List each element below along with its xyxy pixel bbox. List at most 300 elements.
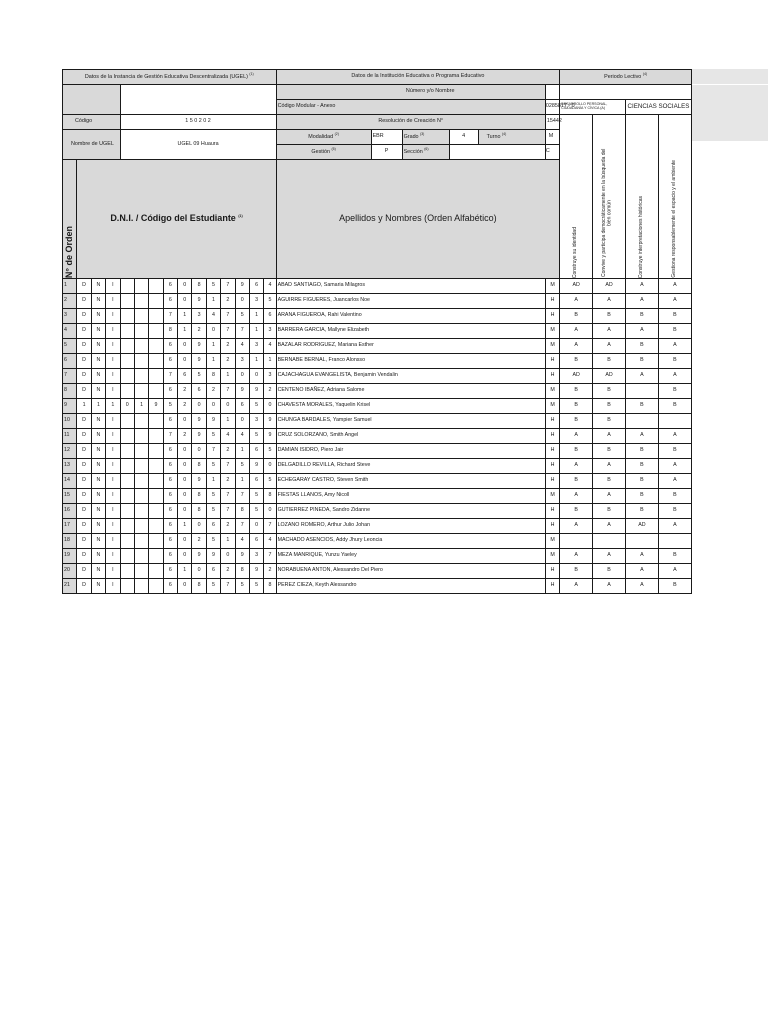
code-digit: D <box>77 354 91 369</box>
code-digit: 6 <box>249 534 263 549</box>
code-digit: I <box>106 339 120 354</box>
orden-header: N° de Orden <box>63 160 77 279</box>
code-digit: 0 <box>192 519 206 534</box>
table-row <box>63 369 692 384</box>
code-digit <box>149 324 163 339</box>
code-digit <box>120 369 134 384</box>
comp-1-header: Construye su identidad <box>560 115 593 279</box>
code-digit: 8 <box>192 489 206 504</box>
code-digit <box>134 279 148 294</box>
grade-cell: A <box>625 369 658 384</box>
code-digit: I <box>106 534 120 549</box>
code-digit: 2 <box>178 384 192 399</box>
code-digit: D <box>77 489 91 504</box>
student-name: AGUIRRE FIGUERES, Juancarlos Noe <box>276 294 545 309</box>
row-number: 6 <box>63 354 77 369</box>
code-digit: 7 <box>264 549 276 564</box>
code-digit: 5 <box>235 309 249 324</box>
code-digit: 1 <box>206 339 220 354</box>
student-sex: M <box>545 279 559 294</box>
student-name: PEREZ CIEZA, Keyth Alessandro <box>276 579 545 594</box>
code-digit <box>134 324 148 339</box>
turno-value: M <box>545 130 559 145</box>
row-number: 15 <box>63 489 77 504</box>
row-number: 1 <box>63 279 77 294</box>
code-digit: 6 <box>163 459 177 474</box>
code-digit <box>120 579 134 594</box>
table-row <box>63 534 692 549</box>
grade-cell: B <box>560 444 593 459</box>
student-name: ECHEGARAY CASTRO, Steven Smith <box>276 474 545 489</box>
table-row <box>63 399 692 414</box>
code-digit: 2 <box>221 564 235 579</box>
code-digit: 3 <box>264 324 276 339</box>
student-name: BAZALAR RODRIGUEZ, Mariana Esther <box>276 339 545 354</box>
code-digit: D <box>77 369 91 384</box>
grade-cell: B <box>593 504 626 519</box>
code-digit: 2 <box>264 384 276 399</box>
row-number: 8 <box>63 384 77 399</box>
row-number: 18 <box>63 534 77 549</box>
code-digit: 4 <box>235 339 249 354</box>
code-digit <box>120 384 134 399</box>
table-row <box>63 294 692 309</box>
code-digit: 5 <box>249 429 263 444</box>
student-name: DAMIAN ISIDRO, Piero Jair <box>276 444 545 459</box>
grade-cell: B <box>625 444 658 459</box>
code-digit: 6 <box>163 414 177 429</box>
code-digit: 6 <box>206 519 220 534</box>
code-digit: 7 <box>206 444 220 459</box>
grade-cell: B <box>658 324 691 339</box>
code-digit: 0 <box>178 414 192 429</box>
grade-cell: B <box>593 354 626 369</box>
code-digit: 9 <box>264 414 276 429</box>
grade-cell: B <box>560 414 593 429</box>
code-digit: N <box>91 504 105 519</box>
code-digit: I <box>106 564 120 579</box>
row-number: 10 <box>63 414 77 429</box>
code-digit <box>149 414 163 429</box>
code-digit: 6 <box>163 564 177 579</box>
codigo-modular-label: Código Modular - Anexo <box>276 100 545 115</box>
grade-cell: B <box>560 384 593 399</box>
code-digit: I <box>106 279 120 294</box>
student-name: NORABUENA ANTON, Alessandro Del Piero <box>276 564 545 579</box>
code-digit: 3 <box>249 339 263 354</box>
code-digit: D <box>77 414 91 429</box>
row-number: 12 <box>63 444 77 459</box>
code-digit: 7 <box>235 519 249 534</box>
code-digit: 9 <box>264 429 276 444</box>
code-digit <box>149 339 163 354</box>
code-digit: D <box>77 549 91 564</box>
table-row <box>63 279 692 294</box>
grade-cell: B <box>625 504 658 519</box>
code-digit: 6 <box>249 279 263 294</box>
code-digit: D <box>77 534 91 549</box>
code-digit <box>134 489 148 504</box>
code-digit: 4 <box>221 429 235 444</box>
grade-cell: B <box>658 444 691 459</box>
code-digit: 0 <box>235 294 249 309</box>
code-digit: 1 <box>206 354 220 369</box>
code-digit: 9 <box>206 414 220 429</box>
grade-cell: A <box>560 519 593 534</box>
code-digit <box>134 549 148 564</box>
code-digit: 6 <box>163 444 177 459</box>
code-digit: 3 <box>192 309 206 324</box>
acta-table <box>62 69 692 279</box>
code-digit: 0 <box>178 474 192 489</box>
code-digit: I <box>106 549 120 564</box>
grade-cell: A <box>560 429 593 444</box>
code-digit: N <box>91 549 105 564</box>
code-digit: 6 <box>192 384 206 399</box>
code-digit: N <box>91 444 105 459</box>
code-digit: D <box>77 459 91 474</box>
grade-cell: A <box>658 294 691 309</box>
grade-cell: B <box>560 474 593 489</box>
code-digit: 0 <box>221 549 235 564</box>
grade-cell: A <box>593 489 626 504</box>
student-name: LOZANO ROMERO, Arthur Julio Johan <box>276 519 545 534</box>
code-digit: I <box>106 474 120 489</box>
code-digit: 7 <box>163 309 177 324</box>
code-digit <box>134 459 148 474</box>
grade-cell: A <box>560 324 593 339</box>
grade-cell: A <box>658 339 691 354</box>
row-number: 4 <box>63 324 77 339</box>
code-digit: D <box>77 474 91 489</box>
table-row <box>63 489 692 504</box>
grade-cell: B <box>658 309 691 324</box>
grade-cell: B <box>560 309 593 324</box>
grade-cell: B <box>560 399 593 414</box>
grade-cell: AD <box>593 369 626 384</box>
code-digit: 2 <box>192 324 206 339</box>
code-digit: 0 <box>192 444 206 459</box>
code-digit: I <box>106 579 120 594</box>
grade-cell: A <box>625 294 658 309</box>
code-digit: 1 <box>235 474 249 489</box>
code-digit: N <box>91 579 105 594</box>
grade-cell: B <box>593 444 626 459</box>
code-digit <box>149 384 163 399</box>
comp-4-header: Gestiona responsablemente el espacio y el ambiente <box>658 115 691 279</box>
grade-cell: A <box>560 549 593 564</box>
code-digit: 1 <box>249 354 263 369</box>
code-digit <box>149 519 163 534</box>
code-digit: N <box>91 324 105 339</box>
modalidad-grado-turno <box>276 130 545 145</box>
grade-cell <box>593 534 626 549</box>
student-sex: H <box>545 444 559 459</box>
grade-cell: A <box>560 489 593 504</box>
code-digit: I <box>106 429 120 444</box>
code-digit: 7 <box>221 459 235 474</box>
code-digit <box>120 354 134 369</box>
grade-cell: B <box>625 489 658 504</box>
code-digit: N <box>91 534 105 549</box>
code-digit: 6 <box>163 354 177 369</box>
student-sex: H <box>545 504 559 519</box>
code-digit: 5 <box>206 534 220 549</box>
code-digit: 5 <box>264 294 276 309</box>
code-digit: 5 <box>206 579 220 594</box>
code-digit: D <box>77 279 91 294</box>
code-digit: 8 <box>264 579 276 594</box>
code-digit: 8 <box>264 489 276 504</box>
code-digit: I <box>106 324 120 339</box>
code-digit <box>134 369 148 384</box>
code-digit: 5 <box>235 459 249 474</box>
row-number: 14 <box>63 474 77 489</box>
code-digit: 3 <box>235 354 249 369</box>
code-digit: 3 <box>249 294 263 309</box>
code-digit <box>120 534 134 549</box>
grade-cell: B <box>658 354 691 369</box>
code-digit: 4 <box>264 339 276 354</box>
grado-label: Grado $^{(3)}$ <box>402 130 449 144</box>
code-digit <box>149 579 163 594</box>
code-digit: 6 <box>235 399 249 414</box>
row-number: 13 <box>63 459 77 474</box>
code-digit: 9 <box>149 399 163 414</box>
code-digit: 2 <box>264 564 276 579</box>
table-row <box>63 459 692 474</box>
code-digit: I <box>106 309 120 324</box>
code-digit: 8 <box>235 564 249 579</box>
nombre-ugel-value: UGEL 09 Huaura <box>120 130 276 160</box>
student-sex: M <box>545 339 559 354</box>
code-digit: N <box>91 294 105 309</box>
code-digit: 2 <box>221 474 235 489</box>
code-digit: 9 <box>192 474 206 489</box>
code-digit <box>134 354 148 369</box>
code-digit <box>149 429 163 444</box>
code-digit <box>120 324 134 339</box>
code-digit: I <box>106 444 120 459</box>
code-digit <box>120 309 134 324</box>
code-digit: 6 <box>163 549 177 564</box>
code-digit: N <box>91 384 105 399</box>
grade-cell: A <box>625 429 658 444</box>
grade-cell: A <box>560 294 593 309</box>
code-digit: 0 <box>264 399 276 414</box>
periodo-lectivo-label: Periodo Lectivo $^{(4)}$ <box>560 70 692 85</box>
code-digit <box>120 459 134 474</box>
row-number: 7 <box>63 369 77 384</box>
code-digit <box>120 564 134 579</box>
code-digit <box>120 489 134 504</box>
code-digit: 0 <box>206 324 220 339</box>
seccion-spacer <box>449 145 545 159</box>
code-digit <box>149 309 163 324</box>
code-digit: 4 <box>206 309 220 324</box>
code-digit: 8 <box>192 579 206 594</box>
code-digit: 1 <box>77 399 91 414</box>
grade-cell: B <box>658 549 691 564</box>
code-digit: N <box>91 339 105 354</box>
code-digit <box>134 564 148 579</box>
table-row <box>63 414 692 429</box>
code-digit <box>134 294 148 309</box>
code-digit: N <box>91 489 105 504</box>
grade-cell: A <box>625 579 658 594</box>
grade-cell: A <box>593 579 626 594</box>
code-digit: D <box>77 564 91 579</box>
code-digit: 9 <box>235 384 249 399</box>
table-row <box>63 504 692 519</box>
periodo-divider <box>692 84 768 85</box>
table-row <box>63 519 692 534</box>
modalidad-label: Modalidad $^{(2)}$ <box>277 130 372 144</box>
student-sex: M <box>545 549 559 564</box>
table-row <box>63 354 692 369</box>
student-name: FIESTAS LLANOS, Amy Nicoll <box>276 489 545 504</box>
code-digit: N <box>91 474 105 489</box>
student-name: ARANA FIGUEROA, Rahi Valentino <box>276 309 545 324</box>
code-digit: 4 <box>264 534 276 549</box>
grade-cell: A <box>625 279 658 294</box>
gestion-seccion <box>276 145 545 160</box>
code-digit: I <box>106 519 120 534</box>
code-digit: 9 <box>192 549 206 564</box>
code-digit: N <box>91 309 105 324</box>
code-digit: 6 <box>163 474 177 489</box>
grade-cell: B <box>560 564 593 579</box>
code-digit: 2 <box>221 354 235 369</box>
code-digit: 4 <box>235 429 249 444</box>
student-sex: H <box>545 579 559 594</box>
code-digit: 6 <box>163 294 177 309</box>
code-digit: I <box>106 384 120 399</box>
code-digit: D <box>77 519 91 534</box>
code-digit <box>149 534 163 549</box>
grade-cell <box>658 534 691 549</box>
code-digit <box>134 309 148 324</box>
grade-cell <box>625 534 658 549</box>
code-digit <box>134 339 148 354</box>
code-digit: 9 <box>249 564 263 579</box>
code-digit: 0 <box>178 489 192 504</box>
student-sex: H <box>545 309 559 324</box>
code-digit: 9 <box>192 414 206 429</box>
code-digit <box>149 459 163 474</box>
nombres-header: Apellidos y Nombres (Orden Alfabético) <box>276 160 560 279</box>
grade-cell: A <box>593 324 626 339</box>
code-digit: 6 <box>163 279 177 294</box>
code-digit: 0 <box>178 534 192 549</box>
code-digit: 1 <box>106 399 120 414</box>
code-digit: 5 <box>206 489 220 504</box>
code-digit: 5 <box>192 369 206 384</box>
code-digit: 9 <box>192 354 206 369</box>
code-digit: 0 <box>178 579 192 594</box>
code-digit: I <box>106 354 120 369</box>
grade-cell: B <box>593 309 626 324</box>
grade-cell: B <box>625 474 658 489</box>
student-sex: H <box>545 564 559 579</box>
code-digit: 6 <box>163 489 177 504</box>
grade-cell: B <box>560 504 593 519</box>
code-digit: 1 <box>178 309 192 324</box>
code-digit: 0 <box>178 294 192 309</box>
row-number: 19 <box>63 549 77 564</box>
grade-cell: B <box>593 384 626 399</box>
codigo-label: Código <box>63 115 121 130</box>
code-digit <box>120 444 134 459</box>
grade-cell: B <box>658 579 691 594</box>
code-digit: 2 <box>178 429 192 444</box>
student-name: CHUNGA BARDALES, Yampier Samuel <box>276 414 545 429</box>
code-digit: 6 <box>249 474 263 489</box>
numero-spacer <box>545 85 559 100</box>
numero-label: Número y/o Nombre <box>276 85 545 100</box>
grade-cell <box>658 414 691 429</box>
row-number: 2 <box>63 294 77 309</box>
code-digit <box>120 519 134 534</box>
row-number: 11 <box>63 429 77 444</box>
code-digit <box>134 384 148 399</box>
code-digit: 9 <box>249 384 263 399</box>
code-digit: D <box>77 324 91 339</box>
code-digit: D <box>77 429 91 444</box>
periodo-shade <box>692 69 768 141</box>
grade-cell: A <box>625 564 658 579</box>
code-digit: 1 <box>235 444 249 459</box>
code-digit: 6 <box>163 534 177 549</box>
row-number: 9 <box>63 399 77 414</box>
grade-cell: B <box>593 414 626 429</box>
code-digit: 2 <box>206 384 220 399</box>
table-row <box>63 384 692 399</box>
code-digit: D <box>77 444 91 459</box>
ie-section-title: Datos de la Institución Educativa o Programa Educativo <box>276 70 560 85</box>
code-digit: D <box>77 384 91 399</box>
code-digit: I <box>106 294 120 309</box>
code-digit <box>134 504 148 519</box>
student-sex: H <box>545 474 559 489</box>
grade-cell <box>625 414 658 429</box>
table-row <box>63 579 692 594</box>
grade-cell: A <box>658 564 691 579</box>
code-digit: 7 <box>163 369 177 384</box>
code-digit: 5 <box>163 399 177 414</box>
code-digit: 7 <box>235 489 249 504</box>
code-digit <box>149 504 163 519</box>
grade-cell: B <box>658 399 691 414</box>
student-name: BARRERA GARCIA, Mallyne Elizabeth <box>276 324 545 339</box>
grade-cell: A <box>658 474 691 489</box>
code-digit: I <box>106 504 120 519</box>
grade-cell: A <box>593 459 626 474</box>
code-digit: 5 <box>264 444 276 459</box>
code-digit: D <box>77 294 91 309</box>
code-digit: 1 <box>134 399 148 414</box>
code-digit: 6 <box>249 444 263 459</box>
code-digit: 7 <box>221 309 235 324</box>
code-digit: 9 <box>206 549 220 564</box>
code-digit <box>120 414 134 429</box>
grade-cell: A <box>658 279 691 294</box>
student-sex: H <box>545 294 559 309</box>
code-digit: 9 <box>192 339 206 354</box>
student-name: BERNABE BERNAL, Franco Alonsso <box>276 354 545 369</box>
grade-cell: AD <box>560 369 593 384</box>
grade-cell: A <box>593 519 626 534</box>
